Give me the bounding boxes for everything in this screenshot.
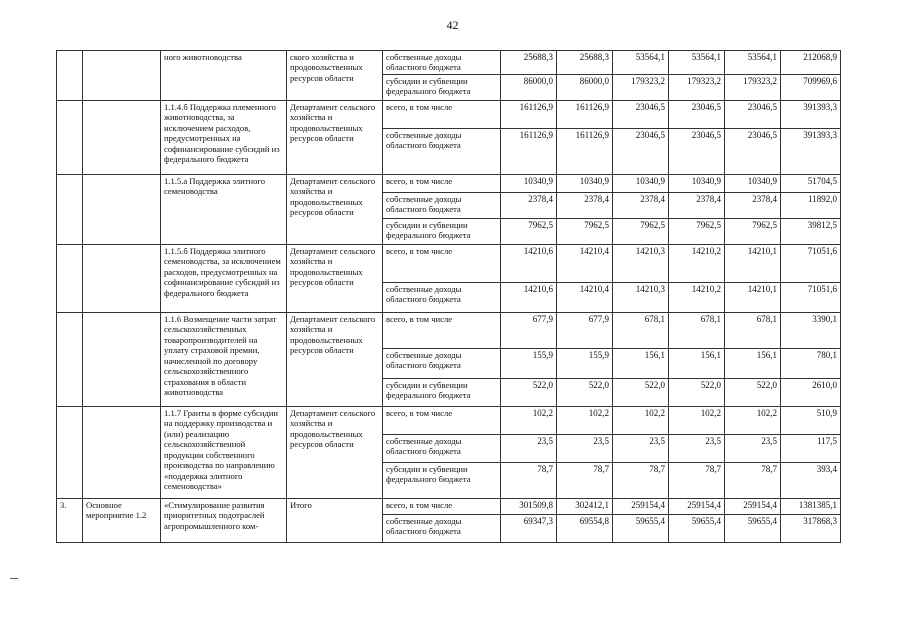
year-value: 23,5 <box>725 434 781 462</box>
year-value: 53564,1 <box>725 51 781 75</box>
year-value: 78,7 <box>725 462 781 498</box>
year-value: 7962,5 <box>613 218 669 244</box>
event-name: Основное мероприятие 1.2 <box>83 498 161 542</box>
total-value: 71051,6 <box>781 282 841 312</box>
funding-source: субсидии и субвенции федерального бюджета <box>383 462 501 498</box>
funding-source: субсидии и субвенции федерального бюджета <box>383 378 501 406</box>
measure-name: 1.1.6 Возмещение части затрат сельскохозяйственных товаропроизводителей на уплату страховой премии, начисленной по договору сельскохозяйственного страхования в области животноводства <box>161 312 287 406</box>
year-value: 14210,6 <box>501 244 557 282</box>
year-value: 179323,2 <box>613 74 669 100</box>
row-number <box>57 100 83 174</box>
funding-source: субсидии и субвенции федерального бюджета <box>383 74 501 100</box>
year-value: 259154,4 <box>669 498 725 514</box>
year-value: 25688,3 <box>557 51 613 75</box>
year-value: 302412,1 <box>557 498 613 514</box>
year-value: 53564,1 <box>669 51 725 75</box>
year-value: 78,7 <box>669 462 725 498</box>
year-value: 25688,3 <box>501 51 557 75</box>
total-value: 391393,3 <box>781 100 841 128</box>
year-value: 522,0 <box>725 378 781 406</box>
year-value: 10340,9 <box>501 174 557 192</box>
year-value: 301509,8 <box>501 498 557 514</box>
year-value: 14210,3 <box>613 282 669 312</box>
year-value: 102,2 <box>613 406 669 434</box>
executor: Департамент сельского хозяйства и продовольственных ресурсов области <box>287 100 383 174</box>
executor: Итого <box>287 498 383 542</box>
year-value: 7962,5 <box>725 218 781 244</box>
year-value: 155,9 <box>557 348 613 378</box>
event-name <box>83 244 161 312</box>
year-value: 14210,4 <box>557 282 613 312</box>
margin-mark <box>10 578 18 579</box>
funding-source: собственные доходы областного бюджета <box>383 51 501 75</box>
total-value: 11892,0 <box>781 192 841 218</box>
total-value: 51704,5 <box>781 174 841 192</box>
year-value: 53564,1 <box>613 51 669 75</box>
row-number <box>57 51 83 101</box>
year-value: 23,5 <box>669 434 725 462</box>
row-number <box>57 312 83 406</box>
table-row <box>57 51 841 75</box>
year-value: 14210,3 <box>613 244 669 282</box>
event-name <box>83 174 161 244</box>
funding-source: субсидии и субвенции федерального бюджета <box>383 218 501 244</box>
total-value: 393,4 <box>781 462 841 498</box>
year-value: 23,5 <box>613 434 669 462</box>
row-number: 3. <box>57 498 83 542</box>
measure-name: 1.1.5.а Поддержка элитного семеноводства <box>161 174 287 244</box>
year-value: 677,9 <box>501 312 557 348</box>
year-value: 678,1 <box>669 312 725 348</box>
year-value: 522,0 <box>557 378 613 406</box>
measure-name: 1.1.5.б Поддержка элитного семеноводства, за исключением расходов, предусмотренных на софинансирование субсидий из федерального бюджета <box>161 244 287 312</box>
year-value: 2378,4 <box>613 192 669 218</box>
total-value: 391393,3 <box>781 128 841 174</box>
executor: Департамент сельского хозяйства и продовольственных ресурсов области <box>287 406 383 498</box>
year-value: 69554,8 <box>557 514 613 542</box>
year-value: 102,2 <box>501 406 557 434</box>
year-value: 23046,5 <box>725 128 781 174</box>
funding-source: всего, в том числе <box>383 406 501 434</box>
year-value: 161126,9 <box>501 128 557 174</box>
total-value: 71051,6 <box>781 244 841 282</box>
year-value: 156,1 <box>669 348 725 378</box>
year-value: 78,7 <box>557 462 613 498</box>
year-value: 156,1 <box>725 348 781 378</box>
funding-source: собственные доходы областного бюджета <box>383 434 501 462</box>
year-value: 14210,1 <box>725 282 781 312</box>
budget-table <box>56 50 841 543</box>
year-value: 10340,9 <box>669 174 725 192</box>
table-row <box>57 100 841 128</box>
year-value: 59655,4 <box>725 514 781 542</box>
year-value: 161126,9 <box>501 100 557 128</box>
total-value: 2610,0 <box>781 378 841 406</box>
year-value: 2378,4 <box>501 192 557 218</box>
year-value: 14210,6 <box>501 282 557 312</box>
year-value: 156,1 <box>613 348 669 378</box>
year-value: 7962,5 <box>557 218 613 244</box>
year-value: 259154,4 <box>725 498 781 514</box>
year-value: 155,9 <box>501 348 557 378</box>
measure-name: «Стимулирование развития приоритетных подотраслей агропромышленного ком- <box>161 498 287 542</box>
year-value: 14210,2 <box>669 282 725 312</box>
year-value: 59655,4 <box>669 514 725 542</box>
year-value: 7962,5 <box>501 218 557 244</box>
total-value: 3390,1 <box>781 312 841 348</box>
year-value: 678,1 <box>613 312 669 348</box>
page-number: 42 <box>446 18 459 32</box>
row-number <box>57 174 83 244</box>
year-value: 259154,4 <box>613 498 669 514</box>
total-value: 39812,5 <box>781 218 841 244</box>
year-value: 86000,0 <box>557 74 613 100</box>
year-value: 23,5 <box>557 434 613 462</box>
total-value: 117,5 <box>781 434 841 462</box>
year-value: 10340,9 <box>725 174 781 192</box>
total-value: 317868,3 <box>781 514 841 542</box>
year-value: 179323,2 <box>725 74 781 100</box>
funding-source: всего, в том числе <box>383 498 501 514</box>
year-value: 2378,4 <box>669 192 725 218</box>
event-name <box>83 312 161 406</box>
executor: ского хозяйства и продовольственных ресурсов области <box>287 51 383 101</box>
total-value: 212068,9 <box>781 51 841 75</box>
event-name <box>83 51 161 101</box>
year-value: 23,5 <box>501 434 557 462</box>
year-value: 10340,9 <box>613 174 669 192</box>
funding-source: собственные доходы областного бюджета <box>383 282 501 312</box>
funding-source: собственные доходы областного бюджета <box>383 348 501 378</box>
funding-source: всего, в том числе <box>383 100 501 128</box>
table-row <box>57 406 841 434</box>
funding-source: всего, в том числе <box>383 312 501 348</box>
year-value: 522,0 <box>669 378 725 406</box>
year-value: 2378,4 <box>557 192 613 218</box>
year-value: 522,0 <box>613 378 669 406</box>
total-value: 709969,6 <box>781 74 841 100</box>
year-value: 78,7 <box>613 462 669 498</box>
year-value: 10340,9 <box>557 174 613 192</box>
year-value: 7962,5 <box>669 218 725 244</box>
total-value: 780,1 <box>781 348 841 378</box>
table-row <box>57 244 841 282</box>
year-value: 2378,4 <box>725 192 781 218</box>
executor: Департамент сельского хозяйства и продовольственных ресурсов области <box>287 174 383 244</box>
row-number <box>57 244 83 312</box>
total-value: 1381385,1 <box>781 498 841 514</box>
funding-source: собственные доходы областного бюджета <box>383 192 501 218</box>
year-value: 23046,5 <box>613 100 669 128</box>
year-value: 23046,5 <box>669 100 725 128</box>
year-value: 23046,5 <box>669 128 725 174</box>
year-value: 161126,9 <box>557 128 613 174</box>
event-name <box>83 406 161 498</box>
measure-name: 1.1.7 Гранты в форме субсидии на поддержку производства и (или) реализацию сельскохозяйственной продукции собственного производства по направлению «поддержка элитного семеноводства» <box>161 406 287 498</box>
funding-source: всего, в том числе <box>383 244 501 282</box>
year-value: 102,2 <box>557 406 613 434</box>
executor: Департамент сельского хозяйства и продовольственных ресурсов области <box>287 244 383 312</box>
event-name <box>83 100 161 174</box>
measure-name: ного животноводства <box>161 51 287 101</box>
funding-source: всего, в том числе <box>383 174 501 192</box>
table-row <box>57 498 841 514</box>
year-value: 522,0 <box>501 378 557 406</box>
year-value: 69347,3 <box>501 514 557 542</box>
year-value: 677,9 <box>557 312 613 348</box>
row-number <box>57 406 83 498</box>
table-row <box>57 312 841 348</box>
year-value: 14210,1 <box>725 244 781 282</box>
year-value: 102,2 <box>669 406 725 434</box>
year-value: 102,2 <box>725 406 781 434</box>
funding-source: собственные доходы областного бюджета <box>383 514 501 542</box>
year-value: 14210,2 <box>669 244 725 282</box>
table-row <box>57 174 841 192</box>
year-value: 78,7 <box>501 462 557 498</box>
year-value: 678,1 <box>725 312 781 348</box>
total-value: 510,9 <box>781 406 841 434</box>
year-value: 86000,0 <box>501 74 557 100</box>
year-value: 23046,5 <box>725 100 781 128</box>
year-value: 161126,9 <box>557 100 613 128</box>
measure-name: 1.1.4.б Поддержка племенного животноводства, за исключением расходов, предусмотренных на софинансирование субсидий из федерального бюджета <box>161 100 287 174</box>
year-value: 14210,4 <box>557 244 613 282</box>
year-value: 179323,2 <box>669 74 725 100</box>
funding-source: собственные доходы областного бюджета <box>383 128 501 174</box>
year-value: 23046,5 <box>613 128 669 174</box>
executor: Департамент сельского хозяйства и продовольственных ресурсов области <box>287 312 383 406</box>
year-value: 59655,4 <box>613 514 669 542</box>
